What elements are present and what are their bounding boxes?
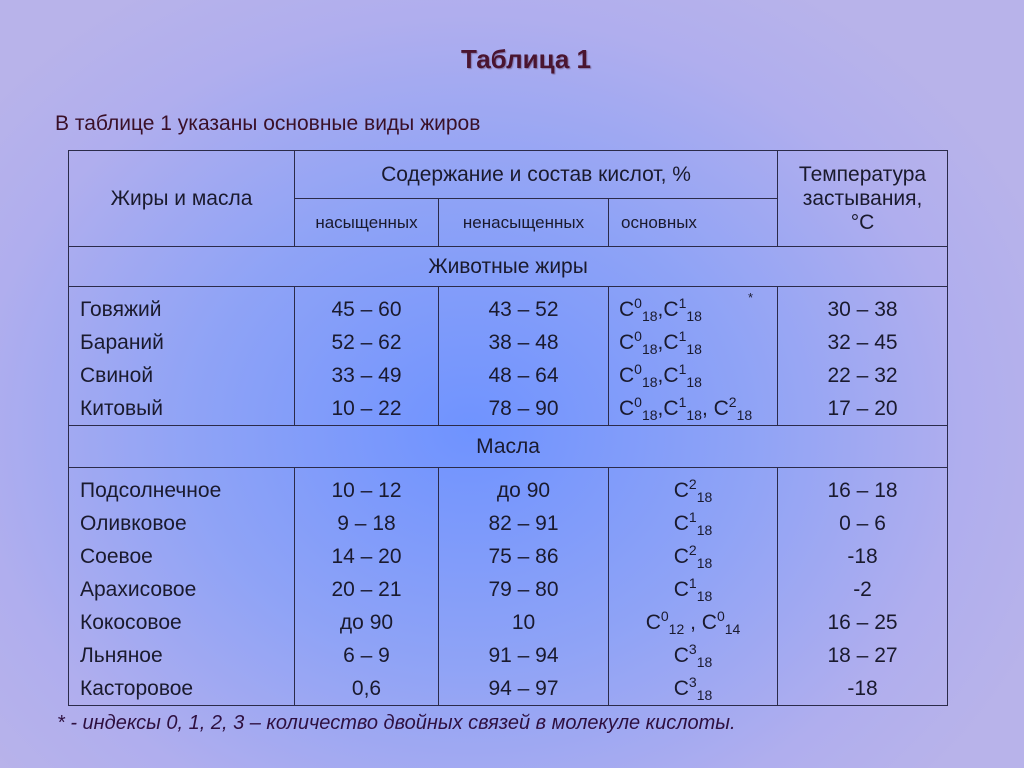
header-acid-content: Содержание и состав кислот, % xyxy=(295,151,778,199)
unsaturated-value: 91 – 94 xyxy=(488,644,559,667)
section-oils: Масла xyxy=(69,426,948,468)
fats-table xyxy=(68,150,948,706)
header-main: основных xyxy=(609,199,778,247)
unsaturated-value: 82 – 91 xyxy=(488,512,559,535)
animal-saturated-cell xyxy=(295,287,439,426)
oil-names-cell xyxy=(69,468,295,706)
oil-name: Льняное xyxy=(80,644,163,667)
unsaturated-value: до 90 xyxy=(496,479,551,502)
animal-temp-cell xyxy=(778,287,948,426)
animal-acids-cell xyxy=(609,287,778,426)
acid-formula: $C^1_{18}$ xyxy=(673,575,713,605)
temp-value: 16 – 18 xyxy=(827,479,898,502)
acid-formula: $C^0_{12}$ , $C^0_{14}$ xyxy=(645,608,741,638)
oil-temp-cell xyxy=(778,468,948,706)
saturated-value: 9 – 18 xyxy=(337,512,396,535)
temp-value: 0 – 6 xyxy=(839,512,886,535)
saturated-value: до 90 xyxy=(339,611,394,634)
header-temp-line2: застывания, xyxy=(802,186,923,210)
saturated-value: 52 – 62 xyxy=(331,331,402,354)
fat-name: Свиной xyxy=(80,364,154,387)
saturated-value: 10 – 12 xyxy=(331,479,402,502)
asterisk-mark: * xyxy=(748,290,754,305)
saturated-value: 33 – 49 xyxy=(331,364,402,387)
slide-title: Таблица 1 xyxy=(460,44,592,74)
fat-name: Говяжий xyxy=(80,298,162,321)
temp-value: 18 – 27 xyxy=(827,644,898,667)
acid-formula: $C^0_{18},C^1_{18}$, $C^2_{18}$ xyxy=(619,394,753,424)
saturated-value: 20 – 21 xyxy=(331,578,402,601)
animal-names-cell xyxy=(69,287,295,426)
section-animal-fats: Животные жиры xyxy=(69,247,948,287)
header-temp-line3: °C xyxy=(850,210,875,234)
oil-name: Арахисовое xyxy=(80,578,197,601)
oil-name: Оливковое xyxy=(80,512,187,535)
acid-formula: $C^2_{18}$ xyxy=(673,476,713,506)
header-saturated: насыщенных xyxy=(295,199,439,247)
unsaturated-value: 10 xyxy=(511,611,536,634)
oil-acids-cell xyxy=(609,468,778,706)
saturated-value: 6 – 9 xyxy=(343,644,390,667)
oil-saturated-cell xyxy=(295,468,439,706)
oil-name: Кокосовое xyxy=(80,611,182,634)
temp-value: 32 – 45 xyxy=(827,331,898,354)
acid-formula: $C^0_{18},C^1_{18}$ xyxy=(619,328,702,358)
oils-rows xyxy=(69,468,948,706)
oil-name: Подсолнечное xyxy=(80,479,222,502)
fat-name: Бараний xyxy=(80,331,164,354)
unsaturated-value: 75 – 86 xyxy=(488,545,559,568)
header-fats-oils: Жиры и масла xyxy=(69,151,295,247)
unsaturated-value: 43 – 52 xyxy=(488,298,559,321)
temp-value: 22 – 32 xyxy=(827,364,898,387)
saturated-value: 10 – 22 xyxy=(331,397,402,420)
animal-fats-rows xyxy=(69,287,948,426)
oil-name: Соевое xyxy=(80,545,153,568)
temp-value: 17 – 20 xyxy=(827,397,898,420)
temp-value: 30 – 38 xyxy=(827,298,898,321)
header-temp-line1: Температура xyxy=(798,162,927,186)
unsaturated-value: 48 – 64 xyxy=(488,364,559,387)
unsaturated-value: 78 – 90 xyxy=(488,397,559,420)
animal-unsaturated-cell xyxy=(439,287,609,426)
oil-unsaturated-cell xyxy=(439,468,609,706)
acid-formula: $C^3_{18}$ xyxy=(673,641,713,671)
unsaturated-value: 38 – 48 xyxy=(488,331,559,354)
header-unsaturated: ненасыщенных xyxy=(439,199,609,247)
temp-value: 16 – 25 xyxy=(827,611,898,634)
fat-name: Китовый xyxy=(80,397,164,420)
acid-formula: $C^0_{18},C^1_{18}$ xyxy=(619,295,702,325)
unsaturated-value: 79 – 80 xyxy=(488,578,559,601)
temp-value: -18 xyxy=(847,677,878,700)
temp-value: -18 xyxy=(847,545,878,568)
acid-formula: $C^0_{18},C^1_{18}$ xyxy=(619,361,702,391)
intro-text: В таблице 1 указаны основные виды жиров xyxy=(55,112,481,135)
acid-formula: $C^3_{18}$ xyxy=(673,674,713,704)
unsaturated-value: 94 – 97 xyxy=(488,677,559,700)
saturated-value: 14 – 20 xyxy=(331,545,402,568)
saturated-value: 45 – 60 xyxy=(331,298,402,321)
temp-value: -2 xyxy=(853,578,872,601)
header-temperature xyxy=(778,151,948,247)
saturated-value: 0,6 xyxy=(351,677,382,700)
acid-formula: $C^2_{18}$ xyxy=(673,542,713,572)
oil-name: Касторовое xyxy=(80,677,194,700)
acid-formula: $C^1_{18}$ xyxy=(673,509,713,539)
footnote: * - индексы 0, 1, 2, 3 – количество двойных связей в молекуле кислоты. xyxy=(57,712,736,734)
